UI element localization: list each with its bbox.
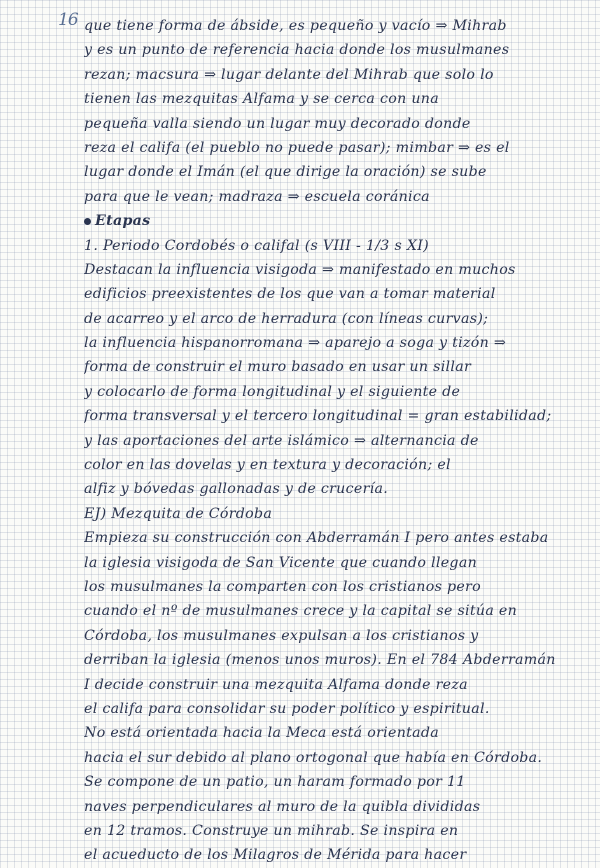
text-line: el califa para consolidar su poder político y espiritual. bbox=[84, 700, 490, 717]
text-line: de acarreo y el arco de herradura (con líneas curvas); bbox=[84, 310, 489, 327]
text-line: y colocarlo de forma longitudinal y el siguiente de bbox=[84, 383, 461, 400]
text-line: derriban la iglesia (menos unos muros). En el 784 Abderramán bbox=[84, 652, 556, 669]
text-line: y las aportaciones del arte islámico ⇒ alternancia de bbox=[84, 432, 479, 449]
text-line: en 12 tramos. Construye un mihrab. Se inspira en bbox=[84, 822, 459, 839]
example-heading: EJ) Mezquita de Córdoba bbox=[84, 505, 273, 522]
text-line: reza el califa (el pueblo no puede pasar); mimbar ⇒ es el bbox=[84, 139, 510, 156]
text-line: que tiene forma de ábside, es pequeño y vacío ⇒ Mihrab bbox=[84, 18, 507, 34]
text-line: Se compone de un patio, un haram formado por 11 bbox=[84, 774, 466, 791]
text-line: Destacan la influencia visigoda ⇒ manifestado en muchos bbox=[84, 261, 516, 278]
text-line: para que le vean; madraza ⇒ escuela coránica bbox=[84, 188, 430, 205]
page-number: 16 bbox=[58, 10, 78, 30]
text-line: I decide construir una mezquita Alfama donde reza bbox=[84, 676, 468, 693]
handwritten-notes bbox=[84, 14, 584, 868]
text-line: la iglesia visigoda de San Vicente que cuando llegan bbox=[84, 554, 478, 571]
text-line: naves perpendiculares al muro de la quibla divididas bbox=[84, 798, 481, 815]
text-line: los musulmanes la comparten con los cristianos pero bbox=[84, 578, 481, 595]
text-line: Córdoba, los musulmanes expulsan a los cristianos y bbox=[84, 627, 479, 644]
text-line: forma transversal y el tercero longitudinal = gran estabilidad; bbox=[84, 408, 552, 425]
text-line: y es un punto de referencia hacia donde los musulmanes bbox=[84, 42, 510, 59]
text-line: edificios preexistentes de los que van a tomar material bbox=[84, 286, 496, 303]
section-heading-etapas bbox=[84, 209, 584, 233]
text-line: hacia el sur debido al plano ortogonal que había en Córdoba. bbox=[84, 749, 543, 766]
bullet-icon bbox=[84, 218, 91, 225]
text-line: lugar donde el Imán (el que dirige la oración) se sube bbox=[84, 164, 487, 181]
text-line: tienen las mezquitas Alfama y se cerca con una bbox=[84, 91, 439, 108]
text-line: No está orientada hacia la Meca está orientada bbox=[84, 725, 440, 742]
text-line: cuando el nº de musulmanes crece y la capital se sitúa en bbox=[84, 603, 518, 620]
text-line: la influencia hispanorromana ⇒ aparejo a soga y tizón ⇒ bbox=[84, 335, 507, 352]
text-line: alfiz y bóvedas gallonadas y de crucería. bbox=[84, 481, 389, 498]
text-line: Empieza su construcción con Abderramán I pero antes estaba bbox=[84, 530, 549, 547]
section-heading-text: Etapas bbox=[95, 213, 151, 230]
text-line: pequeña valla siendo un lugar muy decorado donde bbox=[84, 115, 471, 132]
subsection-heading: 1. Periodo Cordobés o califal (s VIII - 1/3 s XI) bbox=[84, 237, 429, 254]
text-line: rezan; macsura ⇒ lugar delante del Mihrab que solo lo bbox=[84, 66, 494, 83]
text-line: el acueducto de los Milagros de Mérida para hacer bbox=[84, 847, 467, 864]
text-line: forma de construir el muro basado en usar un sillar bbox=[84, 359, 472, 376]
text-line: color en las dovelas y en textura y decoración; el bbox=[84, 457, 451, 474]
